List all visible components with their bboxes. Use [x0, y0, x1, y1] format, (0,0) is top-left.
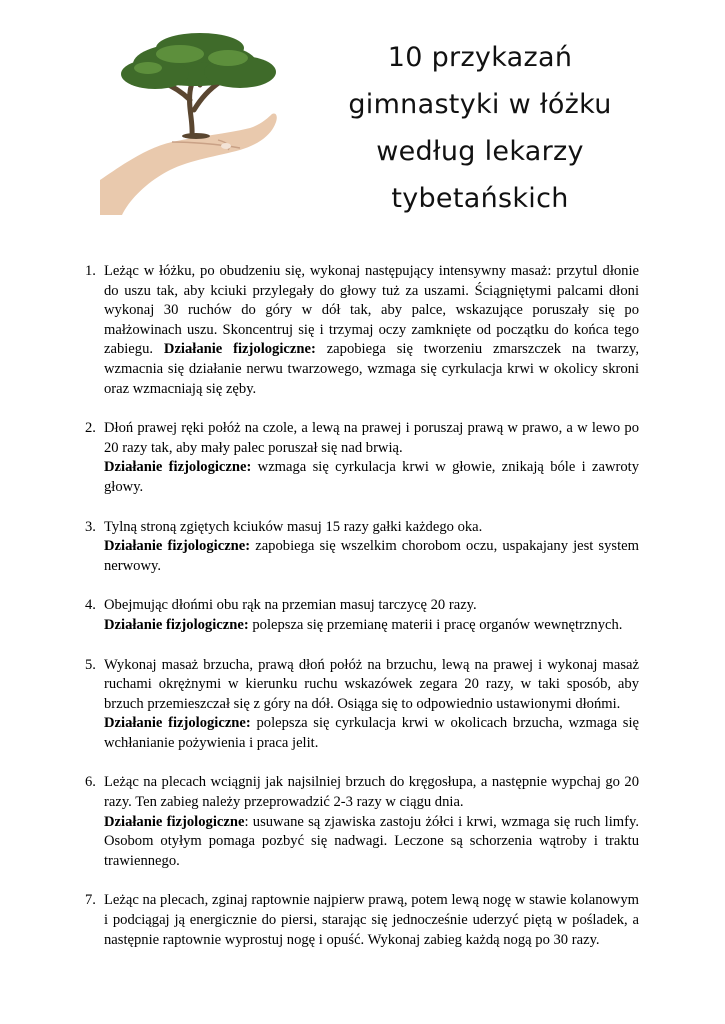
item-text: Wykonaj masaż brzucha, prawą dłoń połóż na brzuchu, lewą na prawej i wykonaj masaż ruchami okrężnymi w kierunku ruchu wskazówek zegara 20 razy, w taki sposób, aby brzuch przemieszczał się z góry na dół. Osiąga się to odpowiednio ustawionymi dłońmi.: [104, 656, 639, 712]
exercise-list: [85, 262, 639, 950]
effect-text: polepsza się cyrkulacja krwi w okolicach brzucha, wzmaga się wchłanianie pożywienia i praca jelit.: [104, 715, 640, 751]
title-line: gimnastyki w łóżku: [348, 89, 612, 120]
item-text: Leżąc na plecach, zginaj raptownie najpierw prawą, potem lewą nogę w stawie kolanowym i podciągaj ją energicznie do piersi, starając się jednocześnie uderzyć piętą w pośladek, a następnie raptownie wyprostuj nogę i opuść. Wykonaj zabieg każdą nogą po 30 razy.: [104, 892, 639, 948]
item-number: 4.: [85, 597, 96, 614]
item-text: Leżąc na plecach wciągnij jak najsilniej brzuch do kręgosłupa, a następnie wypchaj go 20 razy. Ten zabieg należy przeprowadzić 2-3 razy w ciągu dnia.: [104, 774, 639, 811]
item-number: 7.: [85, 892, 96, 909]
title-line: według lekarzy: [376, 136, 584, 167]
page-title: [320, 34, 640, 222]
list-item: [85, 656, 639, 754]
list-item: [85, 773, 639, 871]
effect-text: wzmaga się cyrkulacja krwi w głowie, znikają bóle i zawroty głowy.: [104, 459, 639, 495]
item-text: Obejmując dłońmi obu rąk na przemian masuj tarczycę 20 razy.: [104, 597, 477, 614]
item-number: 1.: [85, 263, 96, 279]
effect-label: Działanie fizjologiczne:: [104, 715, 251, 732]
item-number: 2.: [85, 420, 96, 437]
effect-label: Działanie fizjologiczne:: [104, 538, 251, 555]
effect-label: Działanie fizjologiczne: [104, 813, 245, 830]
list-item: [85, 596, 639, 635]
list-item: [85, 262, 639, 399]
item-text: Leżąc w łóżku, po obudzeniu się, wykonaj następujący intensywny masaż: przytul dłonie do uszu tak, aby kciuki przylegały do głowy tuż za uszami. Ściągniętymi palcami dłoni wykonaj 30 ruchów do góry w dół tak, aby palce, wskazujące poruszały się po małżowinach uszu. Skoncentruj się i trzymaj oczy zamknięte od początku do końca tego zabiegu.: [104, 263, 639, 358]
list-item: [85, 419, 639, 497]
item-number: 6.: [85, 774, 96, 791]
effect-text: zapobiega się tworzeniu zmarszczek na twarzy, wzmacnia się działanie nerwu twarzowego, wzmaga się cyrkulacja krwi w okolicy skroni oraz wzmacniają się zęby.: [104, 341, 639, 397]
title-line: tybetańskich: [391, 183, 569, 214]
item-text: Tylną stroną zgiętych kciuków masuj 15 razy gałki każdego oka.: [104, 518, 483, 535]
list-item: [85, 518, 639, 577]
item-text: Dłoń prawej ręki połóż na czole, a lewą na prawej i poruszaj prawą w prawo, a w lewo po 20 razy tak, aby mały palec poruszał się nad brwią.: [104, 420, 639, 456]
list-item: [85, 891, 639, 950]
effect-text: zapobiega się wszelkim chorobom oczu, uspakajany jest system nerwowy.: [104, 538, 639, 574]
effect-text: polepsza się przemianę materii i pracę organów wewnętrznych.: [252, 616, 623, 633]
effect-label: Działanie fizjologiczne:: [104, 616, 249, 633]
item-number: 3.: [85, 518, 96, 535]
effect-text: : usuwane są zjawiska zastoju żółci i krwi, wzmaga się ruch limfy. Osobom otyłym pomaga pozbyć się nadwagi. Leczone są schorzenia wątroby i traktu trawiennego.: [104, 813, 639, 869]
effect-label: Działanie fizjologiczne:: [163, 341, 316, 358]
title-line: 10 przykazań: [387, 42, 573, 73]
effect-label: Działanie fizjologiczne:: [104, 459, 252, 476]
item-number: 5.: [85, 656, 96, 673]
tree-on-hand-icon: [100, 30, 290, 215]
